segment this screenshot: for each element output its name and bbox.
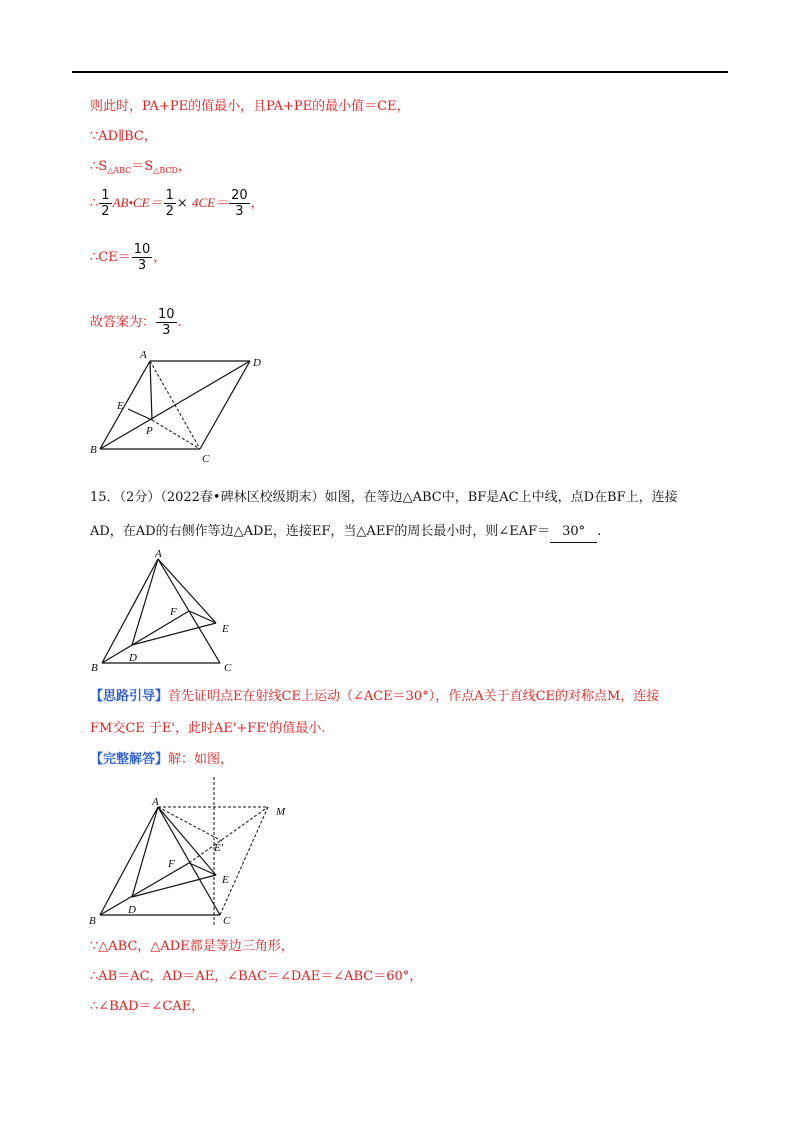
label-D: D xyxy=(129,652,137,664)
solution-line-3: $\therefore S_{\triangle ABC}=S_{\triangle BCD}$， xyxy=(90,159,191,175)
label-A: A xyxy=(152,796,159,808)
fraction: $\frac{1}{2}$ xyxy=(101,188,110,219)
label-D: D xyxy=(128,904,136,916)
label-E: E xyxy=(222,623,229,635)
label-B: B xyxy=(89,915,96,927)
proof-line-1: ∵△ABC，△ADE都是等边三角形， xyxy=(90,939,294,954)
fraction: $\frac{20}{3}$ xyxy=(231,188,248,219)
proof-line-2: ∴AB＝AC，AD＝AE，∠BAC＝∠DAE＝∠ABC＝60°， xyxy=(90,969,423,984)
fraction: $\frac{10}{3}$ xyxy=(133,242,151,273)
solution-line-4: ∴ $\frac{1}{2}$ AB•CE＝ $\frac{1}{2}$ × 4CE＝ $\frac{20}{3}$ ， xyxy=(90,188,264,219)
label-M: M xyxy=(276,806,286,818)
label-D: D xyxy=(253,357,261,369)
label-C: C xyxy=(202,453,210,465)
hint-tag: 【思路引导】 xyxy=(90,689,169,704)
hint-line-2: FM交CE 于E'，此时AE'+FE'的值最小. xyxy=(90,721,326,736)
solution-line-2: ∵AD∥BC， xyxy=(90,129,157,144)
solution-tag: 【完整解答】 xyxy=(90,752,169,767)
label-A: A xyxy=(140,349,147,361)
solution-intro: 【完整解答】解：如图， xyxy=(90,752,234,767)
label-A: A xyxy=(155,548,162,560)
label-E: E xyxy=(222,874,229,886)
label-C: C xyxy=(223,915,231,927)
label-C: C xyxy=(224,662,232,674)
label-P: P xyxy=(146,425,153,437)
label-E: E xyxy=(117,400,124,412)
label-E-prime: E' xyxy=(214,842,224,854)
figure-reflection xyxy=(86,775,306,930)
hint-line-1: 【思路引导】首先证明点E在射线CE上运动（∠ACE＝30°），作点A关于直线CE的对称点M，连接 xyxy=(90,689,660,704)
question-line-2: AD，在AD的右侧作等边△ADE，连接EF，当△AEF的周长最小时，则∠EAF＝ 30° . xyxy=(90,522,601,543)
solution-line-1: 则此时，PA+PE的值最小，且PA+PE的最小值＝CE， xyxy=(90,99,410,114)
fraction: $\frac{1}{2}$ xyxy=(165,188,174,219)
fraction: $\frac{10}{3}$ xyxy=(158,307,175,338)
figure-triangle xyxy=(86,545,256,675)
figure-parallelogram xyxy=(86,345,276,465)
solution-line-5: ∴CE＝ $\frac{10}{3}$ ， xyxy=(90,242,167,273)
proof-line-3: ∴∠BAD＝∠CAE， xyxy=(90,999,205,1014)
label-F: F xyxy=(170,606,177,618)
label-B: B xyxy=(91,662,98,674)
question-line-1: 15．（2分）（2022春•碑林区校级期末）如图，在等边△ABC中，BF是AC上中线，点D在BF上，连接 xyxy=(90,490,678,505)
label-B: B xyxy=(90,444,97,456)
header-rule xyxy=(72,71,728,73)
answer-blank: 30° xyxy=(550,522,597,543)
answer-line: 故答案为： $\frac{10}{3}$ . xyxy=(90,307,182,338)
label-F: F xyxy=(168,858,175,870)
